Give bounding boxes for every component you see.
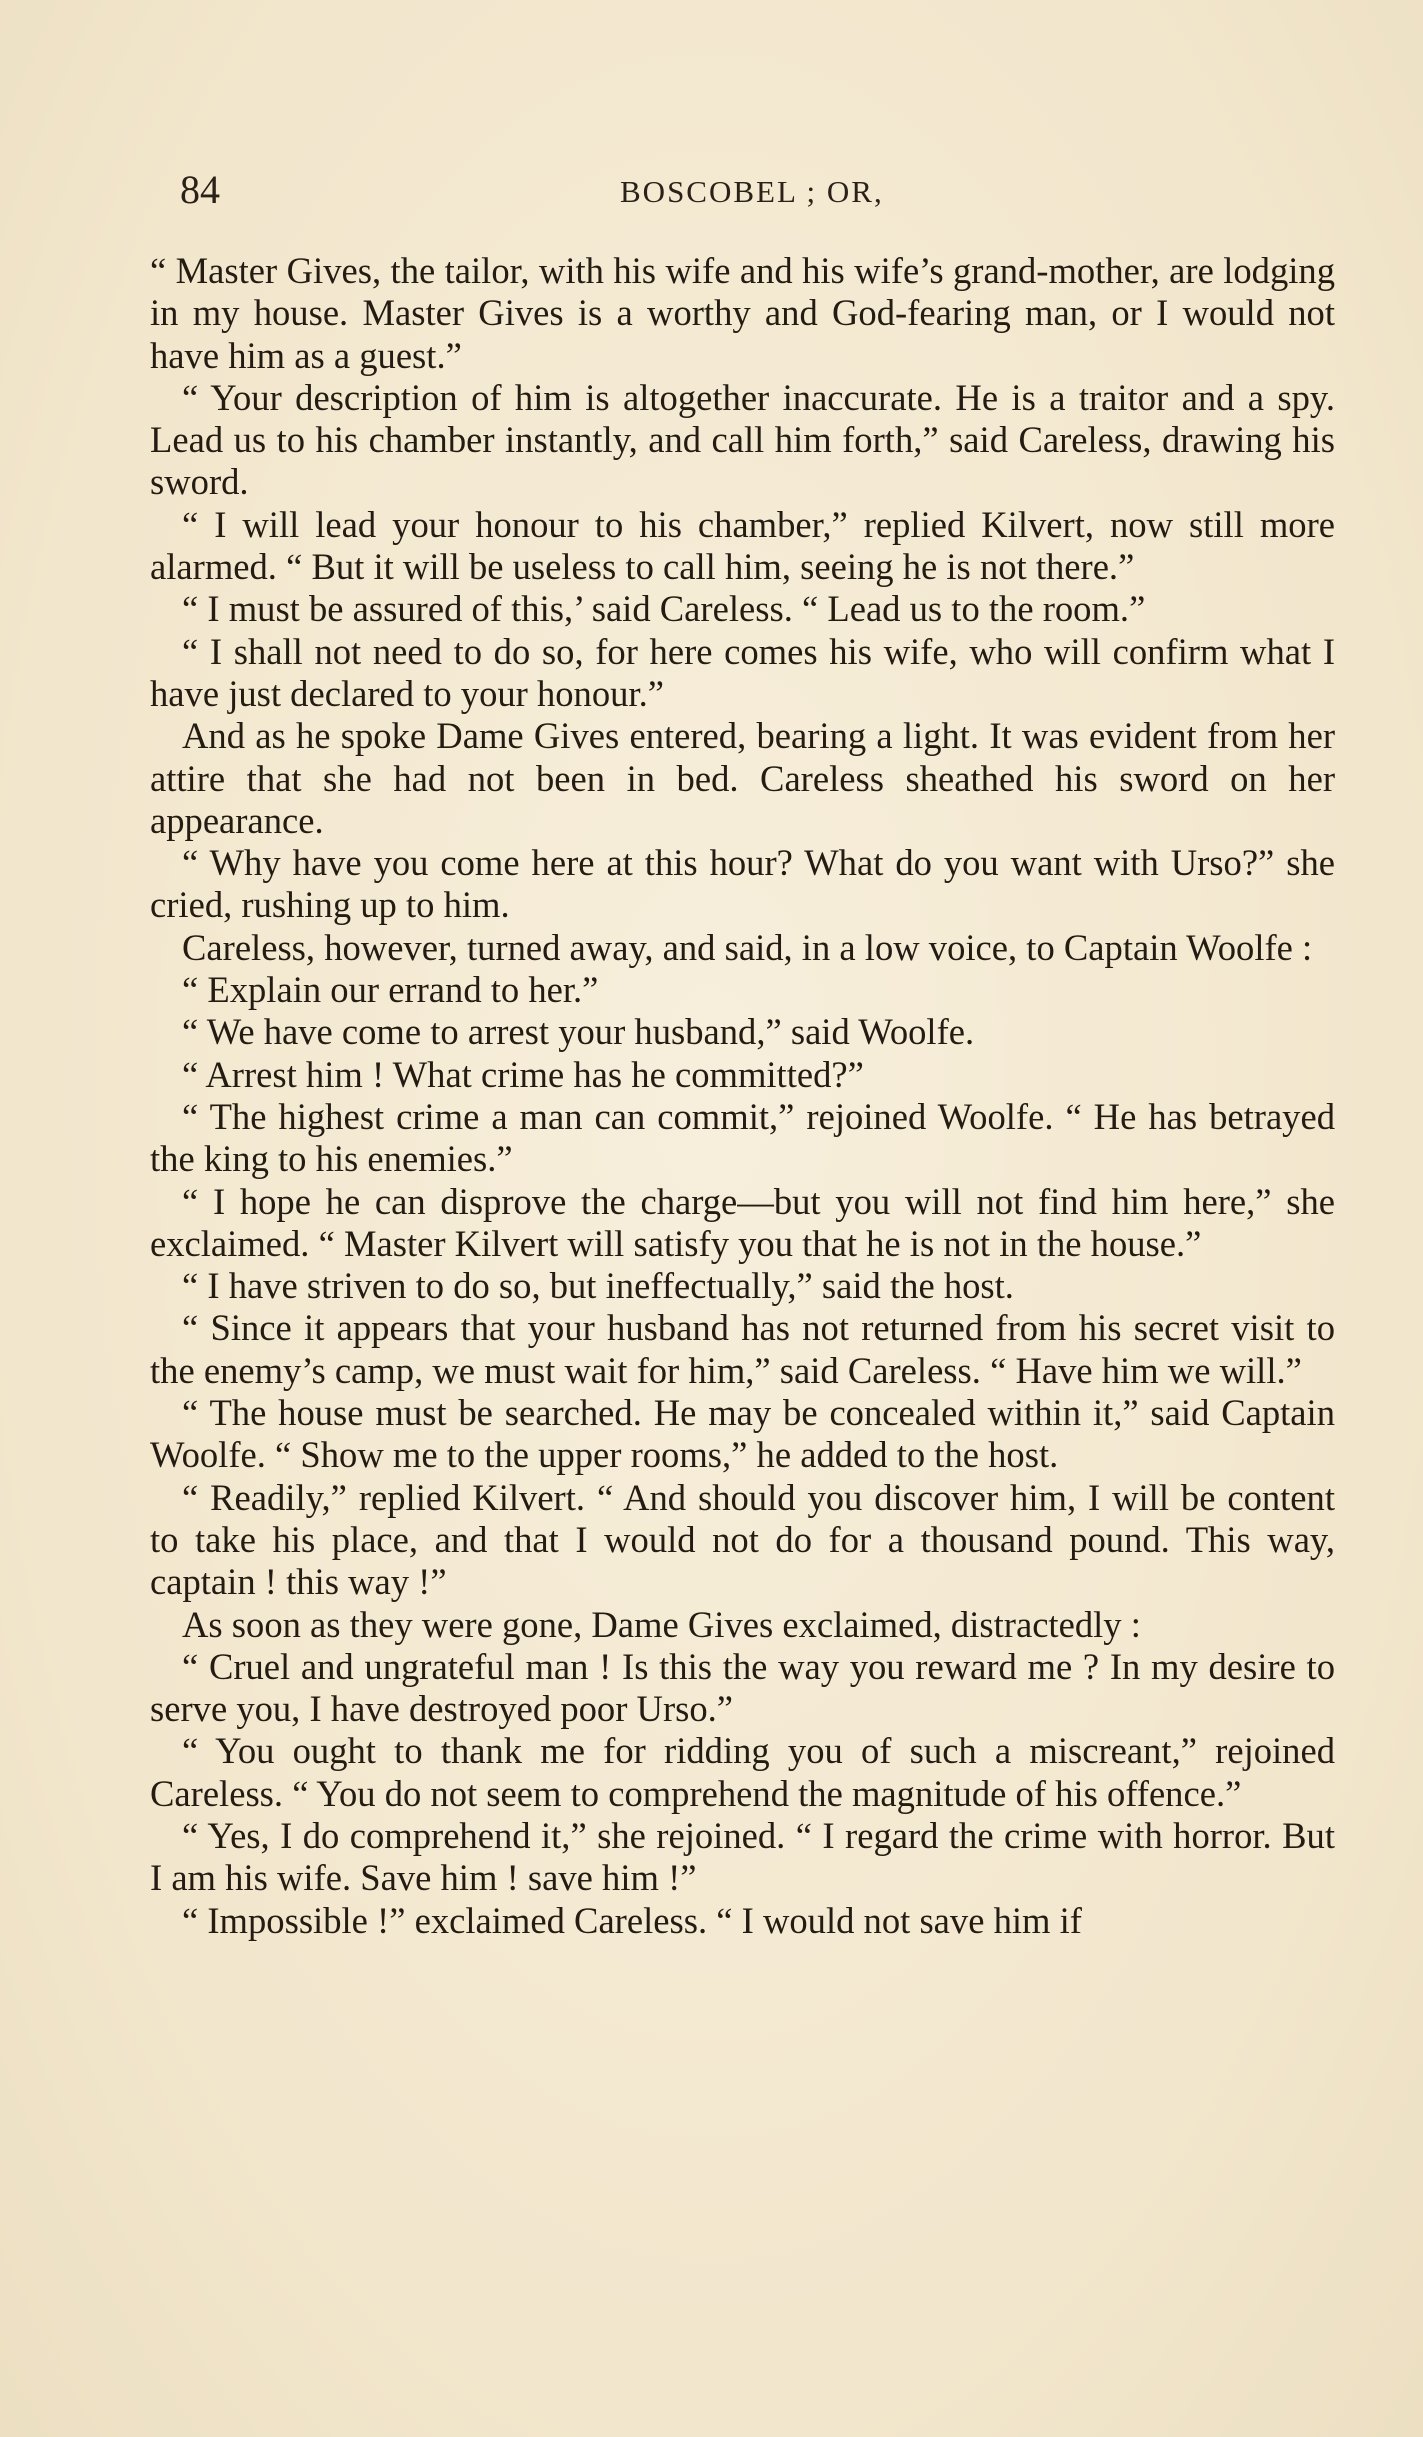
paragraph: “ Since it appears that your husband has not returned from his secret visit to the enemy’s camp, we must wait for him,” said Careless. “ Have him we will.” (150, 1307, 1335, 1391)
paragraph: “ You ought to thank me for ridding you of such a miscreant,” rejoined Careless. “ You do not seem to comprehend the magnitude of his offence.” (150, 1730, 1335, 1814)
paragraph: “ Your description of him is altogether inaccurate. He is a traitor and a spy. Lead us to his chamber instantly, and call him forth,” said Careless, drawing his sword. (150, 376, 1335, 503)
body-text (150, 250, 1335, 1942)
paragraph: “ I have striven to do so, but ineffectually,” said the host. (182, 1265, 1014, 1307)
paragraph: “ Master Gives, the tailor, with his wife and his wife’s grand-mother, are lodging in my house. Master Gives is a worthy and God-fearing man, or I would not have him as a guest.” (150, 250, 1335, 376)
paragraph: “ I must be assured of this,’ said Careless. “ Lead us to the room.” (182, 588, 1146, 630)
page-number: 84 (180, 167, 220, 212)
paragraph: “ Explain our errand to her.” (182, 969, 599, 1011)
paragraph: “ I will lead your honour to his chamber,” replied Kilvert, now still more alarmed. “ But it will be useless to call him, seeing he is not there.” (150, 503, 1335, 588)
paragraph: “ Cruel and ungrateful man ! Is this the way you reward me ? In my desire to serve you, I have destroyed poor Urso.” (150, 1645, 1335, 1730)
paragraph: “ The highest crime a man can commit,” rejoined Woolfe. “ He has betrayed the king to his enemies.” (150, 1095, 1335, 1180)
paragraph: “ Arrest him ! What crime has he committed?” (182, 1053, 864, 1095)
paragraph: As soon as they were gone, Dame Gives exclaimed, distractedly : (182, 1603, 1141, 1645)
paragraph: “ The house must be searched. He may be concealed within it,” said Captain Woolfe. “ Show me to the upper rooms,” he added to the host. (150, 1392, 1335, 1476)
paragraph: And as he spoke Dame Gives entered, bearing a light. It was evident from her attire that she had not been in bed. Careless sheathed his sword on her appearance. (150, 715, 1335, 841)
paragraph: “ We have come to arrest your husband,” said Woolfe. (182, 1011, 975, 1053)
page-header (180, 166, 1330, 226)
paragraph: “ Impossible !” exclaimed Careless. “ I would not save him if (182, 1899, 1082, 1941)
paragraph: “ I shall not need to do so, for here comes his wife, who will confirm what I have just declared to your honour.” (150, 630, 1335, 714)
paragraph: “ I hope he can disprove the charge—but you will not find him here,” she exclaimed. “ Master Kilvert will satisfy you that he is not in the house.” (150, 1180, 1335, 1264)
running-head: BOSCOBEL ; OR, (620, 174, 884, 209)
paragraph: “ Why have you come here at this hour? What do you want with Urso?” she cried, rushing up to him. (150, 842, 1335, 926)
paragraph: “ Yes, I do comprehend it,” she rejoined. “ I regard the crime with horror. But I am his wife. Save him ! save him !” (150, 1814, 1335, 1899)
paragraph: “ Readily,” replied Kilvert. “ And should you discover him, I will be content to take his place, and that I would not do for a thousand pound. This way, captain ! this way !” (150, 1476, 1335, 1603)
paragraph: Careless, however, turned away, and said, in a low voice, to Captain Woolfe : (182, 926, 1313, 968)
